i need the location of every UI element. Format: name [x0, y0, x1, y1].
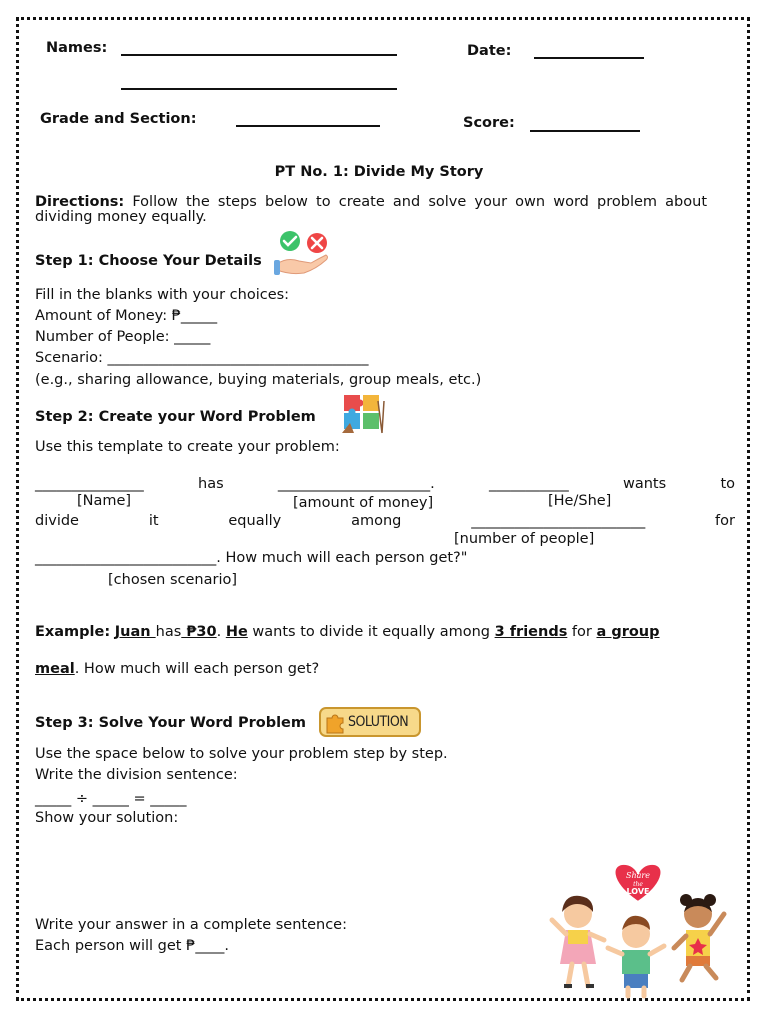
solution-badge-icon: [319, 707, 421, 737]
sticker-line-1: Share: [626, 871, 650, 880]
answer-label: Write your answer in a complete sentence:: [35, 917, 347, 933]
template-name-blank: _______________: [35, 476, 144, 492]
sticker-line-3: LOVE: [626, 887, 650, 896]
division-label: Write the division sentence:: [35, 767, 238, 783]
step3-intro: Use the space below to solve your problem step by step.: [35, 746, 448, 762]
example-people: 3 friends: [494, 624, 568, 640]
example-end: . How much will each person get?: [74, 661, 320, 677]
number-of-people-field: Number of People: _____: [35, 329, 211, 345]
share-the-love-sticker: [615, 864, 662, 902]
template-row-1: [35, 476, 735, 492]
example-amount: ₱30: [181, 624, 217, 640]
template-among: among: [351, 513, 402, 529]
step1-intro: Fill in the blanks with your choices:: [35, 287, 290, 303]
scenario-field: Scenario: ____________________________________: [35, 350, 369, 366]
template-row-3: _________________________. How much will each person get?": [35, 550, 468, 566]
sticker-line-2: the: [633, 881, 643, 888]
date-line: [534, 57, 644, 59]
hint-scenario: [chosen scenario]: [108, 572, 238, 588]
division-sentence: _____ ÷ _____ = _____: [35, 791, 187, 807]
solution-badge-text: SOLUTION: [348, 714, 409, 730]
example-scenario-b: meal: [35, 661, 75, 677]
kids-illustration: [538, 862, 738, 1000]
step2-heading: Step 2: Create your Word Problem: [35, 409, 316, 425]
example-pronoun: He: [225, 624, 248, 640]
directions-label: Directions:: [35, 194, 125, 210]
template-amount-blank: _____________________.: [277, 476, 435, 492]
template-people-blank: ________________________: [471, 513, 646, 529]
hint-amount: [amount of money]: [293, 495, 434, 511]
directions: [35, 195, 707, 225]
hint-name: [Name]: [77, 493, 132, 509]
names-label: Names:: [46, 40, 108, 56]
directions-text: Follow the steps below to create and solve your own word problem about dividing money equally.: [35, 194, 708, 225]
template-has: has: [198, 476, 224, 492]
example-scenario-a: a group: [596, 624, 660, 640]
example-line-2: [35, 661, 319, 677]
template-for: for: [715, 513, 735, 529]
names-line-1: [121, 54, 397, 56]
template-equally: equally: [228, 513, 282, 529]
amount-of-money-field: Amount of Money: ₱_____: [35, 308, 218, 324]
puzzle-icon: [338, 391, 386, 435]
step3-heading: Step 3: Solve Your Word Problem: [35, 715, 306, 731]
date-label: Date:: [467, 43, 512, 59]
hint-pronoun: [He/She]: [548, 493, 612, 509]
score-label: Score:: [463, 115, 515, 131]
template-wants: wants: [623, 476, 667, 492]
example-mid: wants to divide it equally among: [247, 624, 495, 640]
example-name: Juan: [114, 624, 156, 640]
show-solution-label: Show your solution:: [35, 810, 179, 826]
example-line-1: Example: Juan has ₱30. He wants to divide it equally among 3 friends for a group: [35, 624, 660, 640]
example-label: Example:: [35, 624, 111, 640]
boy-middle-figure: [608, 916, 664, 996]
template-divide: divide: [35, 513, 79, 529]
page-title: PT No. 1: Divide My Story: [274, 164, 484, 180]
hint-people: [number of people]: [454, 531, 595, 547]
example-has: has: [155, 624, 182, 640]
grade-section-label: Grade and Section:: [40, 111, 197, 127]
template-row-2: [35, 513, 735, 529]
example-for: for: [567, 624, 597, 640]
check-cross-hand-icon: [274, 230, 332, 276]
score-line: [530, 130, 640, 132]
names-line-2: [121, 88, 397, 90]
puzzle-piece-icon: [324, 712, 346, 734]
girl-left-figure: [552, 896, 604, 986]
girl-right-figure: [674, 894, 724, 980]
scenario-examples: (e.g., sharing allowance, buying materials, group meals, etc.): [35, 372, 482, 388]
answer-sentence: Each person will get ₱____.: [35, 938, 229, 954]
template-pronoun-blank: ___________: [489, 476, 569, 492]
grade-line: [236, 125, 380, 127]
template-it: it: [148, 513, 159, 529]
step1-heading: Step 1: Choose Your Details: [35, 253, 262, 269]
template-to: to: [720, 476, 735, 492]
step2-intro: Use this template to create your problem:: [35, 439, 340, 455]
